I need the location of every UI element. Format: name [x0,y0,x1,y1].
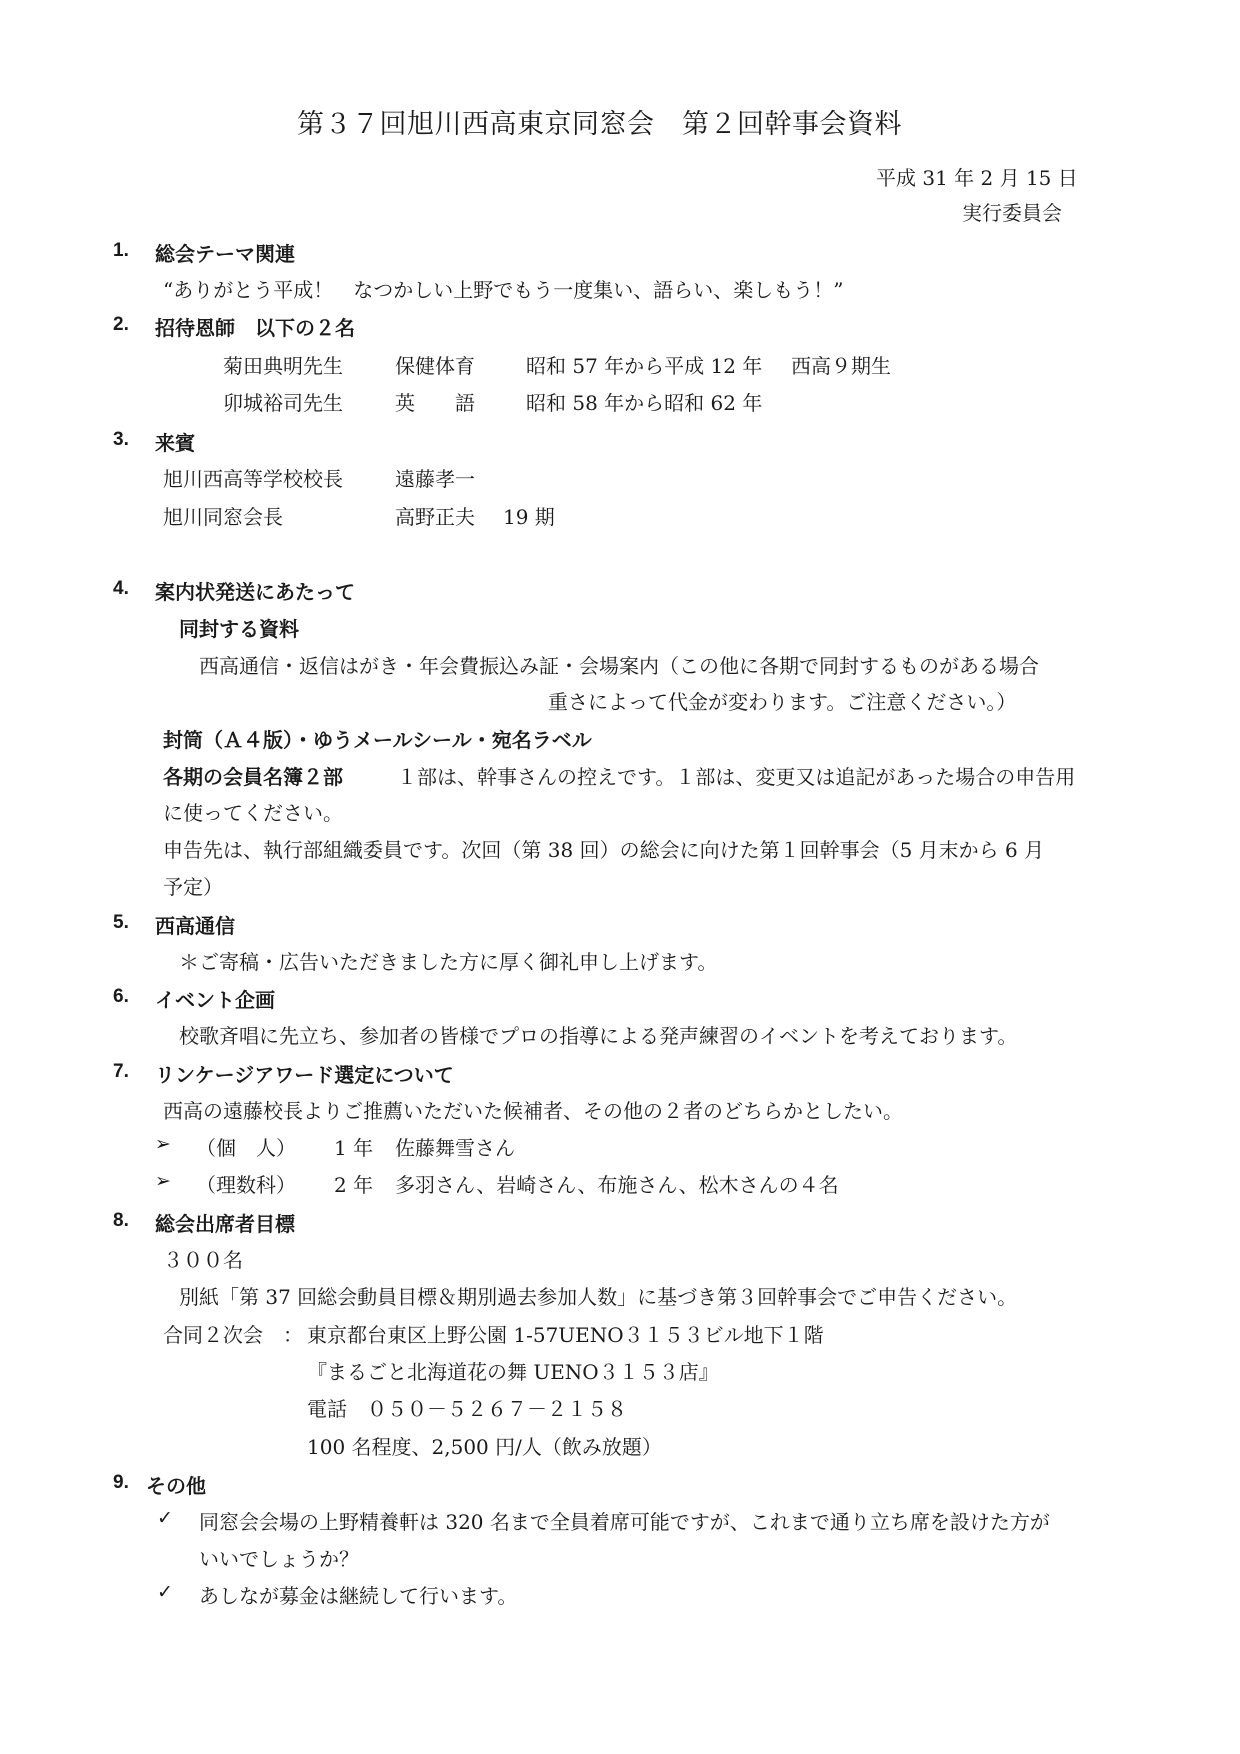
enclosure-line-2: 重さによって代金が変わります。ご注意ください。） [548,690,1017,714]
teacher-1-note: 西高９期生 [791,354,891,378]
section-4-subheading: 同封する資料 [179,617,299,641]
document-title: 第３７回旭川西高東京同窓会 第２回幹事会資料 [297,109,902,140]
enclosure-line-1: 西高通信・返信はがき・年会費振込み証・会場案内（この他に各期で同封するものがある場合 [199,654,1039,678]
afterparty-phone: 電話 ０５０－５２６７－２１５８ [307,1397,627,1421]
section-4-number: 4. [113,578,129,599]
afterparty-label: 合同２次会 ： [163,1323,303,1347]
guest-2-role: 旭川同窓会長 [163,505,283,529]
document-author: 実行委員会 [962,201,1062,225]
section-5-text: ＊ご寄稿・広告いただきました方に厚く御礼申し上げます。 [179,950,718,974]
roster-text: １部は、幹事さんの控えです。１部は、変更又は追記があった場合の申告用 [397,765,1076,789]
section-7-number: 7. [113,1061,129,1082]
section-7-text: 西高の遠藤校長よりご推薦いただいた候補者、その他の２者のどちらかとしたい。 [163,1099,903,1123]
candidate-1-names: 佐藤舞雪さん [395,1136,515,1160]
section-8-heading: 総会出席者目標 [155,1212,295,1236]
roster-label: 各期の会員名簿２部 [163,765,343,789]
candidate-2-type: （理数科） [196,1173,296,1197]
teacher-2-name: 卯城裕司先生 [223,391,343,415]
report-line-2: 予定） [163,875,223,899]
candidate-1-bullet: ➢ [155,1133,171,1155]
candidate-1-grade: 1 年 [334,1136,374,1160]
guest-1-role: 旭川西高等学校校長 [163,467,343,491]
teacher-1-subject: 保健体育 [395,354,475,378]
check-1-icon: ✓ [157,1507,173,1529]
other-item-1-line-2: いいでしょうか？ [199,1547,359,1571]
candidate-1-type: （個 人） [196,1136,296,1160]
guest-2-name: 高野正夫 [395,505,475,529]
section-3-heading: 来賓 [155,431,195,455]
candidate-2-names: 多羽さん、岩崎さん、布施さん、松木さんの４名 [395,1173,839,1197]
section-1-theme: “ありがとう平成！ なつかしい上野でもう一度集い、語らい、楽しもう！” [163,278,844,302]
section-3-number: 3. [113,429,129,450]
teacher-1-name: 菊田典明先生 [223,354,343,378]
afterparty-venue: 『まるごと北海道花の舞 UENO３１５３店』 [307,1360,719,1384]
section-1-number: 1. [113,240,129,261]
roster-line-2: に使ってください。 [163,801,343,825]
candidate-2-grade: 2 年 [334,1173,374,1197]
section-6-number: 6. [113,986,129,1007]
section-9-heading: その他 [146,1474,206,1498]
candidate-2-bullet: ➢ [155,1170,171,1192]
section-4-heading: 案内状発送にあたって [155,580,355,604]
other-item-1-line-1: 同窓会会場の上野精養軒は 320 名まで全員着席可能ですが、これまで通り立ち席を設けた方が [199,1510,1050,1534]
section-5-heading: 西高通信 [155,914,235,938]
teacher-1-period: 昭和 57 年から平成 12 年 [526,354,763,378]
guest-2-note: 19 期 [503,505,555,529]
section-1-heading: 総会テーマ関連 [155,242,295,266]
section-2-number: 2. [113,314,129,335]
envelope-items: 封筒（Ａ４版）・ゆうメールシール・宛名ラベル [163,728,592,752]
section-8-number: 8. [113,1210,129,1231]
document-date: 平成 31 年 2 月 15 日 [876,166,1078,190]
section-7-heading: リンケージアワード選定について [155,1063,454,1087]
attendance-target: ３００名 [163,1248,243,1272]
other-item-2-line-1: あしなが募金は継続して行います。 [199,1584,518,1608]
teacher-2-subject: 英 語 [395,391,475,415]
guest-1-name: 遠藤孝一 [395,467,475,491]
attendance-note: 別紙「第 37 回総会動員目標＆期別過去参加人数」に基づき第３回幹事会でご申告ください。 [179,1285,1018,1309]
section-2-heading: 招待恩師 以下の２名 [155,316,355,340]
check-2-icon: ✓ [157,1581,173,1603]
section-6-heading: イベント企画 [155,988,275,1012]
afterparty-price: 100 名程度、2,500 円/人（飲み放題） [307,1435,662,1459]
report-line-1: 申告先は、執行部組織委員です。次回（第 38 回）の総会に向けた第１回幹事会（5 月末から 6 月 [163,838,1045,862]
section-6-text: 校歌斉唱に先立ち、参加者の皆様でプロの指導による発声練習のイベントを考えております。 [179,1024,1018,1048]
section-5-number: 5. [113,912,129,933]
afterparty-address: 東京都台東区上野公園 1-57UENO３１５３ビル地下１階 [307,1323,824,1347]
section-9-number: 9. [113,1472,129,1493]
teacher-2-period: 昭和 58 年から昭和 62 年 [526,391,763,415]
